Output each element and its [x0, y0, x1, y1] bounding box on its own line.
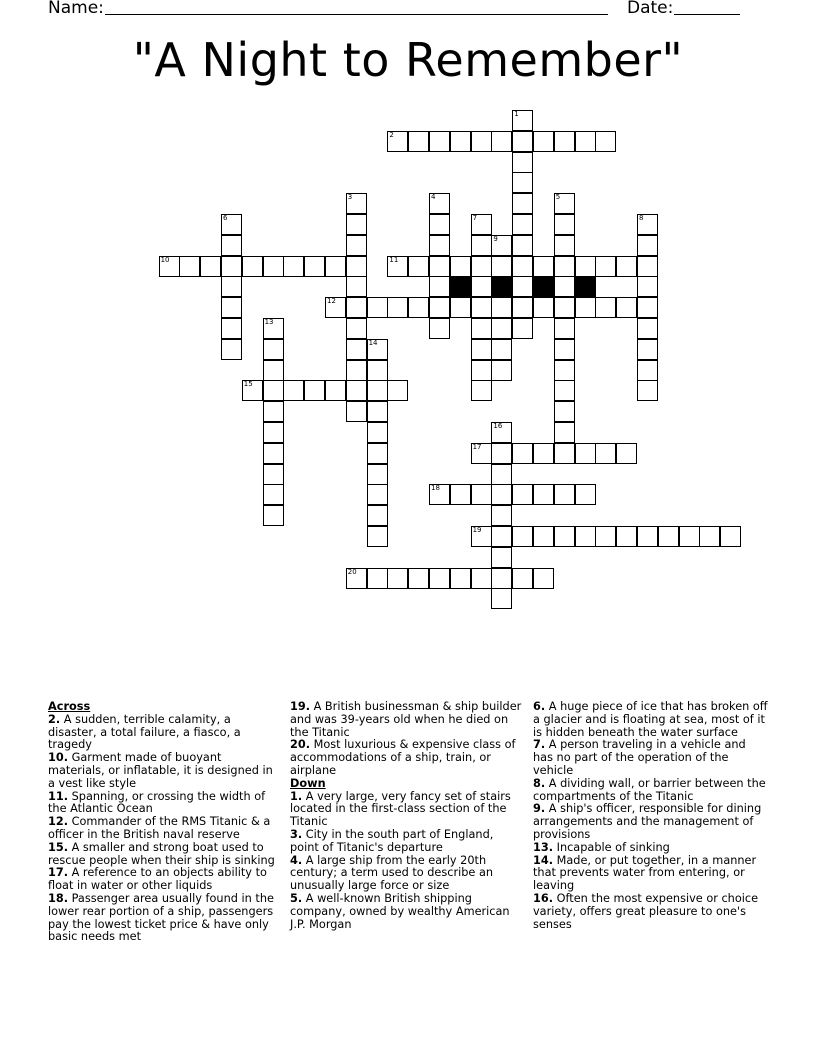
- grid-cell[interactable]: [595, 526, 616, 547]
- clue-number: 1.: [290, 789, 303, 803]
- grid-cell[interactable]: [325, 380, 346, 401]
- grid-cell[interactable]: [304, 256, 325, 277]
- grid-cell[interactable]: [346, 339, 367, 360]
- grid-cell[interactable]: [533, 443, 554, 464]
- grid-cell[interactable]: [512, 318, 533, 339]
- grid-cell[interactable]: [512, 214, 533, 235]
- cell-number: 2: [389, 130, 394, 139]
- clue-text: A ship's officer, responsible for dining arrangements and the management of provisions: [533, 802, 762, 841]
- grid-cell[interactable]: [263, 443, 284, 464]
- grid-cell[interactable]: [179, 256, 200, 277]
- date-label: Date:: [627, 0, 674, 18]
- grid-cell[interactable]: [512, 484, 533, 505]
- cell-number: 15: [243, 380, 253, 389]
- grid-cell[interactable]: [554, 339, 575, 360]
- grid-cell[interactable]: [283, 380, 304, 401]
- date-field[interactable]: [674, 14, 740, 15]
- grid-cell[interactable]: [512, 443, 533, 464]
- grid-cell[interactable]: [491, 131, 512, 152]
- grid-cell[interactable]: [491, 360, 512, 381]
- grid-cell[interactable]: [554, 256, 575, 277]
- grid-cell[interactable]: [720, 526, 741, 547]
- cell-number: 17: [472, 442, 482, 451]
- clue-number: 13.: [533, 840, 554, 854]
- grid-cell[interactable]: [699, 526, 720, 547]
- clue-across-19: [290, 701, 522, 739]
- grid-cell[interactable]: [554, 360, 575, 381]
- clue-down-14: [533, 855, 769, 893]
- grid-cell[interactable]: [221, 297, 242, 318]
- grid-cell[interactable]: [533, 526, 554, 547]
- grid-cell[interactable]: [387, 380, 408, 401]
- clue-across-20: [290, 739, 522, 777]
- clue-down-5: [290, 893, 522, 931]
- grid-cell[interactable]: [512, 276, 533, 297]
- cell-number: 7: [472, 214, 478, 222]
- cell-number: 6: [223, 214, 228, 222]
- grid-cell[interactable]: [263, 464, 284, 485]
- grid-cell[interactable]: [346, 318, 367, 339]
- clue-number: 7.: [533, 738, 546, 752]
- down-heading: Down: [290, 776, 326, 790]
- clue-text: A reference to an objects ability to float in water or other liquids: [48, 866, 267, 893]
- grid-cell[interactable]: [346, 380, 367, 401]
- black-cell: [450, 276, 471, 297]
- grid-cell[interactable]: [575, 484, 596, 505]
- clue-text: A dividing wall, or barrier between the compartments of the Titanic: [533, 776, 766, 803]
- grid-cell[interactable]: [346, 193, 367, 214]
- grid-cell[interactable]: [512, 526, 533, 547]
- grid-cell[interactable]: [616, 256, 637, 277]
- grid-cell[interactable]: [491, 256, 512, 277]
- grid-cell[interactable]: [533, 297, 554, 318]
- name-label: Name:: [48, 0, 104, 18]
- grid-cell[interactable]: [491, 484, 512, 505]
- grid-cell[interactable]: [554, 214, 575, 235]
- grid-cell[interactable]: [512, 297, 533, 318]
- grid-cell[interactable]: [221, 318, 242, 339]
- clue-down-1: [290, 791, 522, 829]
- clue-across-2: [48, 714, 280, 752]
- grid-cell[interactable]: [554, 297, 575, 318]
- grid-cell[interactable]: [491, 568, 512, 589]
- clue-number: 17.: [48, 866, 69, 880]
- cell-number: 19: [472, 526, 482, 534]
- grid-cell[interactable]: [554, 131, 575, 152]
- puzzle-title: "A Night to Remember": [132, 33, 684, 87]
- clue-text: Spanning, or crossing the width of the Atlantic Ocean: [48, 789, 266, 816]
- grid-cell[interactable]: [429, 297, 450, 318]
- grid-cell[interactable]: [263, 380, 284, 401]
- grid-cell[interactable]: [304, 380, 325, 401]
- grid-cell[interactable]: [491, 443, 512, 464]
- grid-cell[interactable]: [637, 339, 658, 360]
- grid-cell[interactable]: [575, 256, 596, 277]
- grid-cell[interactable]: [242, 380, 263, 401]
- clue-text: Incapable of sinking: [553, 840, 670, 854]
- grid-cell[interactable]: [429, 131, 450, 152]
- clue-number: 3.: [290, 827, 303, 841]
- cell-number: 1: [514, 110, 519, 118]
- grid-cell[interactable]: [367, 443, 388, 464]
- grid-cell[interactable]: [263, 360, 284, 381]
- clues-column-1: [48, 701, 280, 944]
- clue-text: Commander of the RMS Titanic & a officer in the British naval reserve: [48, 815, 271, 841]
- cell-number: 16: [493, 422, 503, 430]
- grid-cell[interactable]: [471, 318, 492, 339]
- clue-down-16: [533, 893, 769, 931]
- grid-cell[interactable]: [367, 526, 388, 547]
- grid-cell[interactable]: [637, 380, 658, 401]
- black-cell: [533, 276, 554, 297]
- grid-cell[interactable]: [346, 568, 367, 589]
- grid-cell[interactable]: [637, 526, 658, 547]
- clue-text: A smaller and strong boat used to rescue people when their ship is sinking: [48, 840, 275, 867]
- clue-number: 8.: [533, 776, 546, 790]
- grid-cell[interactable]: [575, 131, 596, 152]
- grid-cell[interactable]: [346, 360, 367, 381]
- grid-cell[interactable]: [429, 318, 450, 339]
- grid-cell[interactable]: [367, 464, 388, 485]
- grid-cell[interactable]: [367, 505, 388, 526]
- clue-text: Often the most expensive or choice variety, offers great pleasure to one's senses: [533, 891, 759, 931]
- grid-cell[interactable]: [263, 401, 284, 422]
- clue-number: 18.: [48, 891, 69, 905]
- grid-cell[interactable]: [554, 422, 575, 443]
- grid-cell[interactable]: [159, 256, 180, 277]
- cell-number: 12: [327, 297, 336, 306]
- grid-cell[interactable]: [387, 256, 408, 277]
- grid-cell[interactable]: [408, 568, 429, 589]
- clue-across-17: [48, 867, 280, 893]
- cell-number: 11: [389, 255, 399, 264]
- grid-cell[interactable]: [637, 360, 658, 381]
- clue-across-10: [48, 752, 280, 790]
- clue-text: A person traveling in a vehicle and has no part of the operation of the vehicle: [533, 738, 746, 777]
- black-cell: [575, 276, 596, 297]
- grid-cell[interactable]: [221, 256, 242, 277]
- grid-cell[interactable]: [471, 380, 492, 401]
- clue-down-3: [290, 829, 522, 855]
- grid-cell[interactable]: [471, 360, 492, 381]
- grid-cell[interactable]: [491, 422, 512, 443]
- clue-text: City in the south part of England, point of Titanic's departure: [290, 827, 494, 854]
- grid-cell[interactable]: [471, 256, 492, 277]
- grid-cell[interactable]: [450, 484, 471, 505]
- grid-cell[interactable]: [512, 131, 533, 152]
- grid-cell[interactable]: [554, 484, 575, 505]
- clue-across-15: [48, 842, 280, 868]
- grid-cell[interactable]: [346, 297, 367, 318]
- clue-across-11: [48, 791, 280, 817]
- clue-text: Passenger area usually found in the lower rear portion of a ship, passengers pay the lowest ticket price & have only basic needs met: [48, 891, 274, 944]
- clue-number: 10.: [48, 751, 69, 765]
- grid-cell[interactable]: [595, 131, 616, 152]
- grid-cell[interactable]: [491, 235, 512, 256]
- grid-cell[interactable]: [429, 276, 450, 297]
- grid-cell[interactable]: [367, 339, 388, 360]
- grid-cell[interactable]: [450, 131, 471, 152]
- grid-cell[interactable]: [533, 568, 554, 589]
- grid-cell[interactable]: [616, 297, 637, 318]
- grid-cell[interactable]: [471, 297, 492, 318]
- clue-number: 20.: [290, 738, 311, 752]
- grid-cell[interactable]: [491, 547, 512, 568]
- grid-cell[interactable]: [471, 276, 492, 297]
- grid-cell[interactable]: [491, 339, 512, 360]
- clue-text: A well-known British shipping company, owned by wealthy American J.P. Morgan: [290, 891, 510, 931]
- grid-cell[interactable]: [575, 297, 596, 318]
- grid-cell[interactable]: [491, 297, 512, 318]
- grid-cell[interactable]: [429, 568, 450, 589]
- grid-cell[interactable]: [533, 484, 554, 505]
- grid-cell[interactable]: [429, 235, 450, 256]
- grid-cell[interactable]: [387, 568, 408, 589]
- grid-cell[interactable]: [575, 526, 596, 547]
- grid-cell[interactable]: [595, 443, 616, 464]
- clue-number: 16.: [533, 891, 554, 905]
- grid-cell[interactable]: [429, 193, 450, 214]
- clues-column-2: [290, 701, 522, 931]
- grid-cell[interactable]: [471, 131, 492, 152]
- grid-cell[interactable]: [450, 568, 471, 589]
- grid-cell[interactable]: [242, 256, 263, 277]
- grid-cell[interactable]: [450, 256, 471, 277]
- grid-cell[interactable]: [533, 256, 554, 277]
- grid-cell[interactable]: [325, 256, 346, 277]
- clue-across-18: [48, 893, 280, 944]
- clue-text: A large ship from the early 20th century; a term used to describe an unusually large force or size: [290, 853, 494, 893]
- grid-cell[interactable]: [283, 256, 304, 277]
- clue-text: A British businessman & ship builder and was 39-years old when he died on the Titanic: [290, 700, 522, 739]
- grid-cell[interactable]: [263, 256, 284, 277]
- grid-cell[interactable]: [554, 276, 575, 297]
- cell-number: 13: [264, 318, 274, 326]
- grid-cell[interactable]: [471, 443, 492, 464]
- grid-cell[interactable]: [387, 131, 408, 152]
- grid-cell[interactable]: [471, 214, 492, 235]
- grid-cell[interactable]: [408, 256, 429, 277]
- grid-cell[interactable]: [471, 526, 492, 547]
- grid-cell[interactable]: [512, 172, 533, 193]
- grid-cell[interactable]: [491, 526, 512, 547]
- grid-cell[interactable]: [346, 214, 367, 235]
- grid-cell[interactable]: [221, 235, 242, 256]
- grid-cell[interactable]: [658, 526, 679, 547]
- grid-cell[interactable]: [637, 297, 658, 318]
- grid-cell[interactable]: [554, 193, 575, 214]
- grid-cell[interactable]: [367, 380, 388, 401]
- grid-cell[interactable]: [346, 276, 367, 297]
- clue-number: 5.: [290, 891, 303, 905]
- grid-cell[interactable]: [491, 588, 512, 609]
- grid-cell[interactable]: [263, 339, 284, 360]
- grid-cell[interactable]: [616, 526, 637, 547]
- grid-cell[interactable]: [221, 276, 242, 297]
- clue-number: 11.: [48, 789, 69, 803]
- grid-cell[interactable]: [429, 484, 450, 505]
- grid-cell[interactable]: [679, 526, 700, 547]
- cell-number: 20: [347, 567, 357, 576]
- grid-cell[interactable]: [512, 193, 533, 214]
- grid-cell[interactable]: [512, 152, 533, 173]
- clue-text: A huge piece of ice that has broken off a glacier and is floating at sea, most of it is hidden beneath the water surface: [533, 700, 768, 739]
- grid-cell[interactable]: [512, 256, 533, 277]
- grid-cell[interactable]: [491, 505, 512, 526]
- grid-cell[interactable]: [512, 568, 533, 589]
- clue-text: A sudden, terrible calamity, a disaster, a total failure, a fiasco, a tragedy: [48, 712, 241, 752]
- grid-cell[interactable]: [554, 380, 575, 401]
- cell-number: 5: [555, 193, 561, 202]
- grid-cell[interactable]: [471, 339, 492, 360]
- grid-cell[interactable]: [554, 526, 575, 547]
- grid-cell[interactable]: [263, 422, 284, 443]
- clue-number: 6.: [533, 700, 546, 713]
- grid-cell[interactable]: [450, 297, 471, 318]
- cell-number: 14: [368, 338, 378, 347]
- grid-cell[interactable]: [554, 443, 575, 464]
- clue-text: Garment made of buoyant materials, or inflatable, it is designed in a vest like style: [48, 751, 273, 790]
- clue-number: 12.: [48, 815, 69, 829]
- grid-cell[interactable]: [367, 484, 388, 505]
- clue-number: 15.: [48, 840, 69, 854]
- grid-cell[interactable]: [595, 256, 616, 277]
- cell-number: 4: [431, 193, 436, 202]
- cell-number: 10: [160, 255, 170, 264]
- cell-number: 8: [639, 214, 644, 222]
- grid-cell[interactable]: [533, 131, 554, 152]
- grid-cell[interactable]: [471, 484, 492, 505]
- grid-cell[interactable]: [575, 443, 596, 464]
- grid-cell[interactable]: [367, 297, 388, 318]
- clues-column-3: [533, 701, 769, 931]
- grid-cell[interactable]: [554, 235, 575, 256]
- grid-cell[interactable]: [263, 318, 284, 339]
- grid-cell[interactable]: [637, 235, 658, 256]
- grid-cell[interactable]: [408, 297, 429, 318]
- grid-cell[interactable]: [325, 297, 346, 318]
- across-heading: Across: [48, 700, 91, 713]
- grid-cell[interactable]: [221, 339, 242, 360]
- grid-cell[interactable]: [387, 297, 408, 318]
- grid-cell[interactable]: [491, 318, 512, 339]
- grid-cell[interactable]: [429, 256, 450, 277]
- clue-down-9: [533, 803, 769, 841]
- grid-cell[interactable]: [637, 214, 658, 235]
- grid-cell[interactable]: [512, 235, 533, 256]
- grid-cell[interactable]: [637, 276, 658, 297]
- clue-number: 19.: [290, 700, 311, 713]
- grid-cell[interactable]: [429, 214, 450, 235]
- clue-down-7: [533, 739, 769, 777]
- grid-cell[interactable]: [471, 235, 492, 256]
- grid-cell[interactable]: [471, 568, 492, 589]
- clue-number: 4.: [290, 853, 303, 867]
- grid-cell[interactable]: [200, 256, 221, 277]
- clue-text: Made, or put together, in a manner that prevents water from entering, or leaving: [533, 853, 757, 893]
- cell-number: 3: [347, 193, 353, 202]
- clue-text: A very large, very fancy set of stairs located in the first-class section of the Titanic: [290, 789, 511, 829]
- grid-cell[interactable]: [346, 256, 367, 277]
- grid-cell[interactable]: [616, 443, 637, 464]
- grid-cell[interactable]: [367, 360, 388, 381]
- grid-cell[interactable]: [554, 318, 575, 339]
- grid-cell[interactable]: [637, 256, 658, 277]
- clue-across-12: [48, 816, 280, 842]
- grid-cell[interactable]: [408, 131, 429, 152]
- cell-number: 18: [431, 484, 440, 493]
- clue-down-4: [290, 855, 522, 893]
- grid-cell[interactable]: [346, 401, 367, 422]
- grid-cell[interactable]: [221, 214, 242, 235]
- clue-number: 14.: [533, 853, 554, 867]
- grid-cell[interactable]: [367, 422, 388, 443]
- grid-cell[interactable]: [367, 401, 388, 422]
- clue-down-6: [533, 701, 769, 739]
- grid-cell[interactable]: [512, 110, 533, 131]
- grid-cell[interactable]: [346, 235, 367, 256]
- grid-cell[interactable]: [263, 505, 284, 526]
- clue-number: 2.: [48, 712, 61, 726]
- grid-cell[interactable]: [367, 568, 388, 589]
- black-cell: [491, 276, 512, 297]
- grid-cell[interactable]: [595, 297, 616, 318]
- clue-number: 9.: [533, 802, 546, 816]
- grid-cell[interactable]: [491, 464, 512, 485]
- grid-cell[interactable]: [554, 401, 575, 422]
- cell-number: 9: [493, 234, 498, 243]
- grid-cell[interactable]: [263, 484, 284, 505]
- name-field[interactable]: [105, 14, 608, 15]
- clue-text: Most luxurious & expensive class of accommodations of a ship, train, or airplane: [290, 738, 516, 777]
- grid-cell[interactable]: [637, 318, 658, 339]
- clue-down-8: [533, 778, 769, 804]
